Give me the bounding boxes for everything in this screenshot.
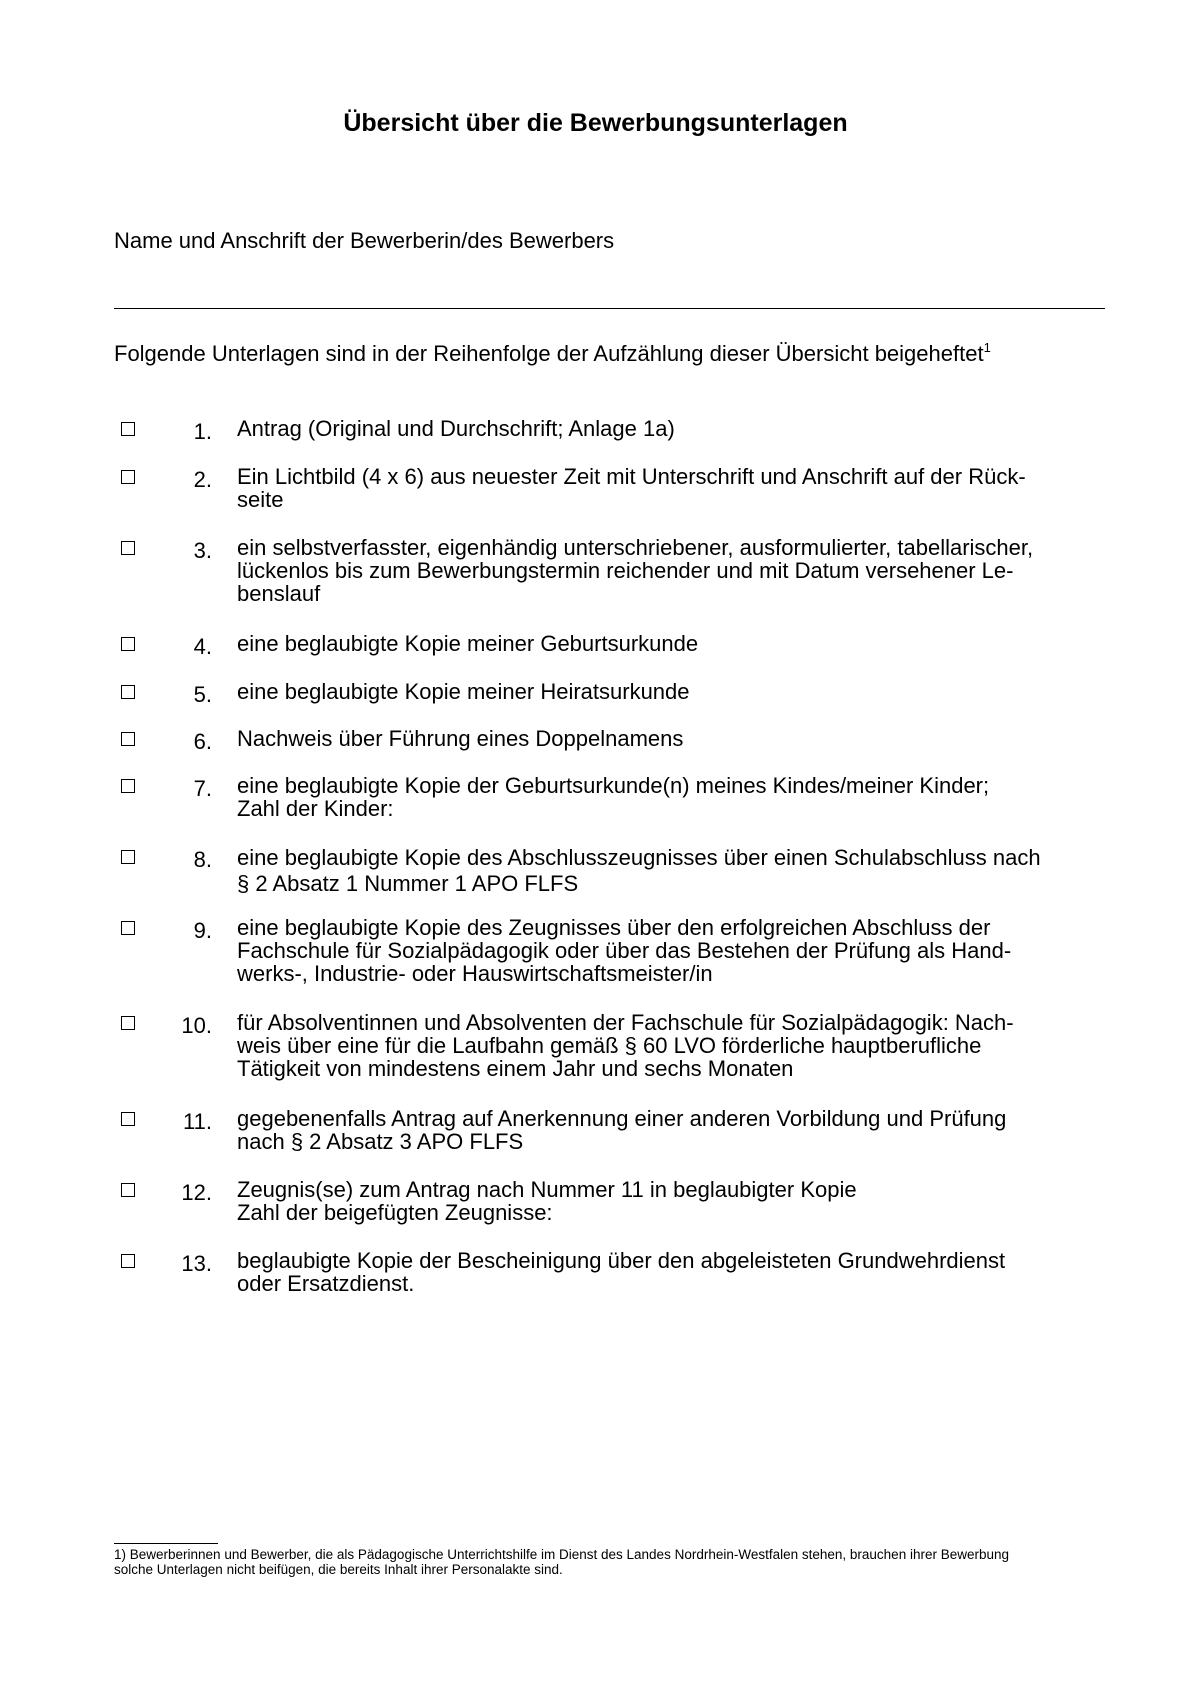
item-text-line: für Absolventinnen und Absolventen der Fachschule für Sozialpädagogik: Nach- [237,1010,1014,1035]
item-text [237,727,1105,750]
item-text-line: Zeugnis(se) zum Antrag nach Nummer 11 in beglaubigter Kopie [237,1177,857,1202]
item-number: 10. [181,1013,212,1038]
item-text-line: ein selbstverfasster, eigenhändig unterschriebener, ausformulierter, tabellarischer, [237,535,1034,560]
item-number: 3. [193,538,212,563]
footnote-line: 1) Bewerberinnen und Bewerber, die als Pädagogische Unterrichtshilfe im Dienst des Landes Nordrhein-Westfalen stehen, brauchen ihrer Bewerbung [114,1547,1010,1562]
intro-text-body: Folgende Unterlagen sind in der Reihenfolge der Aufzählung dieser Übersicht beigeheftet [114,341,984,366]
checkbox-item-6[interactable] [121,732,135,746]
item-text-line: eine beglaubigte Kopie der Geburtsurkunde(n) meines Kindes/meiner Kinder; [237,773,990,798]
checkbox-item-1[interactable] [121,422,135,436]
item-text [237,417,1105,440]
item-number: 9. [193,918,212,943]
checkbox-item-10[interactable] [121,1016,135,1030]
item-text-line: Nachweis über Führung eines Doppelnamens [237,726,684,751]
item-text [237,1249,1105,1295]
item-text-line: eine beglaubigte Kopie meiner Geburtsurkunde [237,631,699,656]
item-number: 8. [193,847,212,872]
item-number: 5. [193,682,212,707]
item-text-line: lückenlos bis zum Bewerbungstermin reichender und mit Datum versehener Le- [237,558,1014,583]
item-text-line: eine beglaubigte Kopie des Zeugnisses über den erfolgreichen Abschluss der [237,915,991,940]
item-number: 7. [193,776,212,801]
checkbox-item-4[interactable] [121,637,135,651]
item-text [237,774,1105,820]
item-text-line: Fachschule für Sozialpädagogik oder über das Bestehen der Prüfung als Hand- [237,938,1012,963]
item-text-line: oder Ersatzdienst. [237,1271,415,1296]
item-text-line: Zahl der beigefügten Zeugnisse: [237,1200,553,1225]
checkbox-item-3[interactable] [121,541,135,555]
item-text-line: Ein Lichtbild (4 x 6) aus neuester Zeit mit Unterschrift und Anschrift auf der Rück- [237,464,1026,489]
item-number: 4. [193,634,212,659]
footnote-line: solche Unterlagen nicht beifügen, die bereits Inhalt ihrer Personalakte sind. [114,1562,563,1577]
item-text [237,916,1105,985]
item-text-line: Tätigkeit von mindestens einem Jahr und sechs Monaten [237,1056,794,1081]
page-title: Übersicht über die Bewerbungsunterlagen [343,109,848,137]
footnote [114,1547,1114,1577]
checkbox-item-12[interactable] [121,1183,135,1197]
item-text [237,1011,1105,1080]
item-text-line: nach § 2 Absatz 3 APO FLFS [237,1129,524,1154]
name-address-label: Name und Anschrift der Bewerberin/des Bewerbers [114,228,615,253]
checkbox-item-9[interactable] [121,921,135,935]
intro-text [114,341,991,367]
item-text [237,680,1105,703]
checkbox-item-2[interactable] [121,470,135,484]
item-text [237,1107,1105,1153]
item-number: 2. [193,467,212,492]
item-text [237,465,1105,511]
item-text-line: weis über eine für die Laufbahn gemäß § 60 LVO förderliche hauptberufliche [237,1033,982,1058]
checkbox-item-13[interactable] [121,1254,135,1268]
item-text-line: gegebenenfalls Antrag auf Anerkennung einer anderen Vorbildung und Prüfung [237,1106,1007,1131]
item-number: 1. [193,419,212,444]
item-text-line: seite [237,487,284,512]
checkbox-item-11[interactable] [121,1112,135,1126]
item-text-line: werks-, Industrie- oder Hauswirtschaftsmeister/in [237,961,713,986]
item-number: 12. [181,1180,212,1205]
item-number: 11. [183,1109,212,1134]
item-number: 6. [193,729,212,754]
footnote-separator [114,1543,218,1544]
item-text-line: § 2 Absatz 1 Nummer 1 APO FLFS [237,871,579,896]
item-text-line: benslauf [237,581,321,606]
item-text-line: eine beglaubigte Kopie des Abschlusszeugnisses über einen Schulabschluss nach [237,845,1041,870]
item-text [237,845,1105,897]
item-text-line: Antrag (Original und Durchschrift; Anlage 1a) [237,416,675,441]
item-text-line: beglaubigte Kopie der Bescheinigung über den abgeleisteten Grundwehrdienst [237,1248,1006,1273]
item-number: 13. [181,1251,212,1276]
name-address-field-line[interactable] [114,308,1105,309]
item-text [237,1178,1105,1224]
item-text-line: eine beglaubigte Kopie meiner Heiratsurkunde [237,679,690,704]
checkbox-item-7[interactable] [121,779,135,793]
footnote-reference: 1 [983,340,991,355]
checkbox-item-5[interactable] [121,685,135,699]
item-text [237,632,1105,655]
checkbox-item-8[interactable] [121,850,135,864]
item-text-line: Zahl der Kinder: [237,796,394,821]
item-text [237,536,1105,605]
